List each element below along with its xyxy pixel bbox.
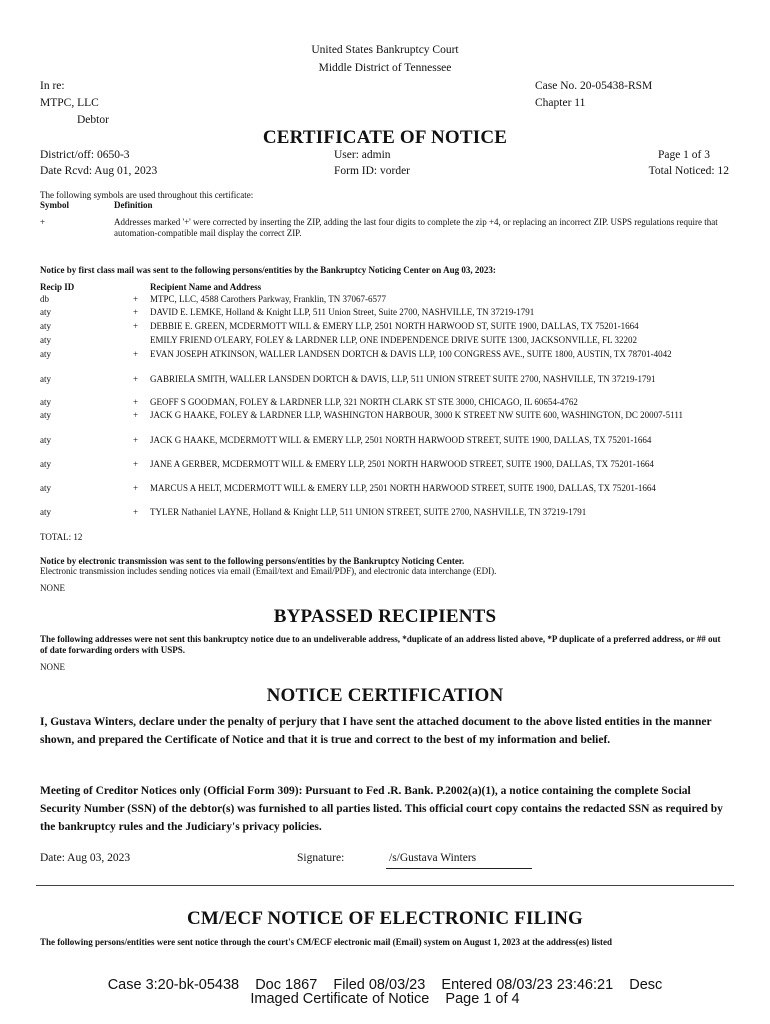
date-received: Date Rcvd: Aug 01, 2023 (40, 165, 158, 177)
mail-notice-heading: Notice by first class mail was sent to the following persons/entities by the Bankruptcy Noticing Center on Aug 03, 2023: (40, 265, 496, 275)
cmecf-title: CM/ECF NOTICE OF ELECTRONIC FILING (187, 908, 583, 929)
recip-id: aty (40, 435, 51, 445)
electronic-notice-heading: Notice by electronic transmission was sent to the following persons/entities by the Bankruptcy Noticing Center. (40, 556, 465, 566)
definition-header: Definition (114, 200, 153, 210)
recipient-address: GABRIELA SMITH, WALLER LANSDEN DORTCH & DAVIS, LLP, 511 UNION STREET SUITE 2700, NASHVILLE, TN 37219-1791 (150, 374, 656, 384)
recipient-address: DEBBIE E. GREEN, MCDERMOTT WILL & EMERY LLP, 2501 NORTH HARWOOD ST, SUITE 1900, DALLAS, TX 75201-1664 (150, 321, 639, 331)
recip-id: aty (40, 335, 51, 345)
page-number: Page 1 of 3 (657, 149, 710, 161)
recip-id: aty (40, 410, 51, 420)
recip-id: aty (40, 507, 51, 517)
address-corrected-mark: + (133, 435, 139, 445)
recip-id-header: Recip ID (40, 282, 75, 292)
address-corrected-mark: + (133, 374, 139, 384)
certification-title: NOTICE CERTIFICATION (266, 685, 504, 706)
form-id: Form ID: vorder (334, 165, 411, 177)
recipient-address: TYLER Nathaniel LAYNE, Holland & Knight LLP, 511 UNION STREET, SUITE 2700, NASHVILLE, TN 37219-1791 (150, 507, 587, 517)
recipient-address: JACK G HAAKE, FOLEY & LARDNER LLP, WASHINGTON HARBOUR, 3000 K STREET NW SUITE 600, WASHINGTON, DC 20007-5111 (150, 410, 684, 420)
recip-id: aty (40, 349, 51, 359)
footer-case-info: Case 3:20-bk-05438 Doc 1867 Filed 08/03/23 Entered 08/03/23 23:46:21 Desc (107, 977, 663, 993)
signature-line (386, 868, 532, 869)
certification-meeting: Meeting of Creditor Notices only (Official Form 309): Pursuant to Fed .R. Bank. P.2002(a)(1), a notice containing the complete Social Security Number (SSN) of the debtor(s) was furnished to all parties listed. This official court copy contains the redacted SSN as required by the bankruptcy rules and the Judiciary's privacy policies. (40, 785, 723, 833)
address-corrected-mark: + (133, 294, 139, 304)
recipient-address: MARCUS A HELT, MCDERMOTT WILL & EMERY LLP, 2501 NORTH HARWOOD STREET, SUITE 1900, DALLAS, TX 75201-1664 (150, 483, 656, 493)
in-re-label: In re: (40, 80, 65, 92)
symbol-header: Symbol (40, 200, 70, 210)
cmecf-text: The following persons/entities were sent notice through the court's CM/ECF electronic mail (Email) system on August 1, 2023 at the address(es) listed (40, 937, 612, 947)
electronic-notice-subtext: Electronic transmission includes sending notices via email (Email/text and Email/PDF), and electronic data interchange (EDI). (40, 566, 497, 576)
certification-date: Date: Aug 03, 2023 (40, 852, 131, 864)
address-corrected-mark: + (133, 410, 139, 420)
signature-label: Signature: (297, 852, 345, 864)
recip-id: aty (40, 307, 51, 317)
electronic-none: NONE (40, 583, 65, 593)
address-corrected-mark: + (133, 307, 139, 317)
bypassed-text: The following addresses were not sent this bankruptcy notice due to an undeliverable address, *duplicate of an address listed above, *P duplicate of a preferred address, or ## out of date forwarding orders with USPS. (40, 634, 721, 655)
recip-id: aty (40, 459, 51, 469)
court-name: United States Bankruptcy Court (311, 44, 459, 56)
divider (36, 885, 734, 886)
user: User: admin (334, 149, 391, 161)
recipient-address: MTPC, LLC, 4588 Carothers Parkway, Franklin, TN 37067-6577 (150, 294, 386, 304)
recip-id: aty (40, 483, 51, 493)
debtor-name: MTPC, LLC (40, 97, 99, 109)
signature: /s/Gustava Winters (389, 852, 477, 864)
certification-declaration: I, Gustava Winters, declare under the penalty of perjury that I have sent the attached document to the above listed entities in the manner shown, and prepared the Certificate of Notice and that it is true and correct to the best of my information and belief. (40, 716, 712, 746)
recipient-header: Recipient Name and Address (150, 282, 262, 292)
bypassed-title: BYPASSED RECIPIENTS (273, 606, 497, 627)
address-corrected-mark: + (133, 459, 139, 469)
recipient-address: JANE A GERBER, MCDERMOTT WILL & EMERY LLP, 2501 NORTH HARWOOD STREET, SUITE 1900, DALLAS, TX 75201-1664 (150, 459, 654, 469)
page-title: CERTIFICATE OF NOTICE (262, 127, 508, 148)
address-corrected-mark: + (133, 507, 139, 517)
chapter: Chapter 11 (535, 97, 586, 109)
recipient-address: EMILY FRIEND O'LEARY, FOLEY & LARDNER LLP, ONE INDEPENDENCE DRIVE SUITE 1300, JACKSONVILLE, FL 32202 (150, 335, 638, 345)
recip-id: aty (40, 397, 51, 407)
address-corrected-mark: + (133, 397, 139, 407)
recipient-total: TOTAL: 12 (40, 532, 83, 542)
total-noticed: Total Noticed: 12 (648, 165, 729, 177)
recipient-address: DAVID E. LEMKE, Holland & Knight LLP, 511 Union Street, Suite 2700, NASHVILLE, TN 37219-1791 (150, 307, 535, 317)
symbol-plus: + (40, 217, 46, 227)
recip-id: aty (40, 374, 51, 384)
district-office: District/off: 0650-3 (40, 149, 130, 161)
recipient-address: JACK G HAAKE, MCDERMOTT WILL & EMERY LLP, 2501 NORTH HARWOOD STREET, SUITE 1900, DALLAS, TX 75201-1664 (150, 435, 652, 445)
symbols-intro: The following symbols are used throughout this certificate: (40, 190, 254, 200)
address-corrected-mark: + (133, 321, 139, 331)
recip-id: aty (40, 321, 51, 331)
symbol-definition: Addresses marked '+' were corrected by inserting the ZIP, adding the last four digits to complete the zip +4, or replacing an incorrect ZIP. USPS regulations require that automation-compatible mail display the correct ZIP. (114, 217, 718, 238)
recipient-address: EVAN JOSEPH ATKINSON, WALLER LANDSEN DORTCH & DAVIS LLP, 100 CONGRESS AVE., SUITE 1800, AUSTIN, TX 78701-4042 (150, 349, 672, 359)
bypassed-none: NONE (40, 662, 65, 672)
debtor-label: Debtor (77, 114, 109, 126)
recipient-address: GEOFF S GOODMAN, FOLEY & LARDNER LLP, 321 NORTH CLARK ST STE 3000, CHICAGO, IL 60654-4762 (150, 397, 578, 407)
court-district: Middle District of Tennessee (318, 62, 452, 74)
address-corrected-mark: + (133, 483, 139, 493)
recip-id: db (40, 294, 49, 304)
footer-page-info: Imaged Certificate of Notice Page 1 of 4 (250, 991, 520, 1007)
case-number: Case No. 20-05438-RSM (535, 80, 653, 92)
address-corrected-mark: + (133, 349, 139, 359)
